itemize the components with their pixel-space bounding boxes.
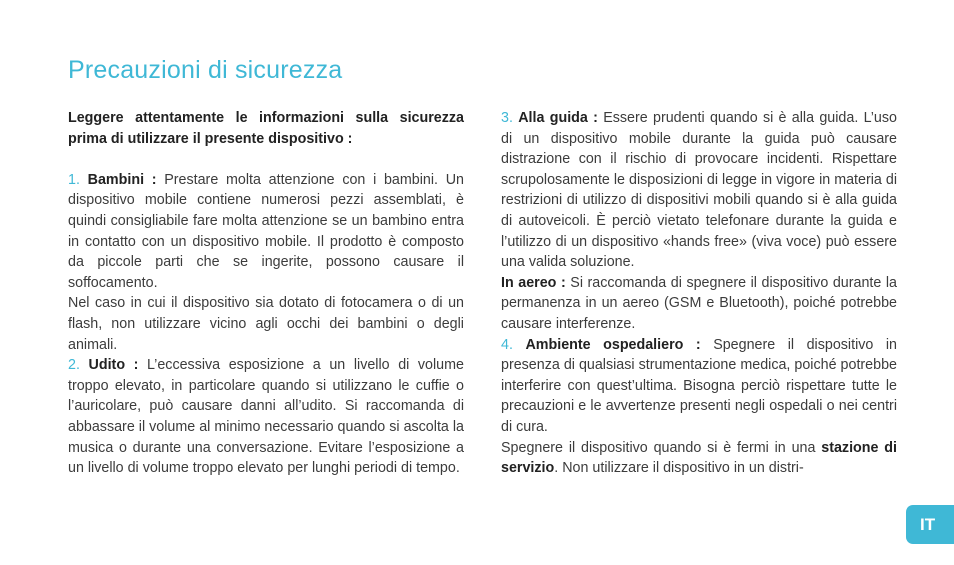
section-text: L’eccessiva esposizione a un livello di volume troppo elevato, in particolare quando si utilizzano le cuffie o l’auricolare, può causare danni all’udito. Si raccomanda di abbassare il volume al minimo necessario quando si ascolta la musica o durante una conversazione. Evitare l’esposizione a un livello di volume troppo elevato per lunghi periodi di tempo. [68, 357, 464, 477]
section-number: 2. [68, 357, 80, 374]
section-number: 3. [501, 110, 513, 126]
section-text: Essere prudenti quando si è alla guida. L’uso di un dispositivo mobile durante la guida può causare distrazione con il rischio di provocare incidenti. Rispettare scrupolosamente le disposizioni di legge in vigore in materia di restrizioni di utilizzo di dispositivi mobili quando si è alla guida di autoveicoli. È perciò vietato telefonare durante la guida e l’utilizzo di un dispositivo «hands free» (viva voce) può essere una valida soluzione. [501, 110, 897, 271]
intro-text: Leggere attentamente le informazioni sulla sicurezza prima di utilizzare il presente dispositivo : [68, 110, 464, 147]
section-heading: Udito : [88, 357, 139, 374]
section-ambiente-ospedaliero [501, 335, 897, 438]
section-text: Prestare molta attenzione con i bambini. Un dispositivo mobile contiene numerosi pezzi assemblati, è quindi consigliabile fare molta attenzione se un bambino entra in contatto con un dispositivo mobile. Il prodotto è composto da piccole parti che se ingerite, possono causare il soffocamento. [68, 171, 464, 291]
section-number: 4. [501, 336, 513, 353]
section-heading: stazione di servizio [501, 439, 897, 477]
section-heading: Bambini : [87, 171, 157, 188]
section-bambini [68, 170, 464, 294]
language-tab: IT [906, 505, 954, 544]
section-text: Si raccomanda di spegnere il dispositivo durante la permanenza in un aereo (GSM e Bluetooth), poiché potrebbe causare interferenze. [501, 274, 898, 332]
section-number: 1. [68, 171, 80, 188]
section-stazione-servizio [501, 438, 897, 479]
section-heading: Alla guida : [518, 110, 598, 126]
left-column [68, 108, 464, 479]
section-text: . Non utilizzare il dispositivo in un distri- [554, 460, 804, 477]
section-alla-guida [501, 108, 897, 273]
spacer [68, 149, 464, 170]
section-text: Spegnere il dispositivo quando si è fermi in una [501, 439, 822, 456]
section-in-aereo [501, 273, 897, 335]
section-text: Spegnere il dispositivo in presenza di qualsiasi strumentazione medica, poiché potrebbe interferire con quest’ultima. Bisogna perciò rispettare tutte le precauzioni e le avvertenze presenti negli ospedali o nei centri di cura. [501, 336, 898, 435]
right-column [501, 108, 897, 479]
section-bambini-cont: Nel caso in cui il dispositivo sia dotato di fotocamera o di un flash, non utilizzare vicino agli occhi dei bambini o degli animali. [68, 295, 464, 353]
page-title: Precauzioni di sicurezza [68, 56, 343, 84]
section-udito [68, 355, 464, 479]
section-heading: Ambiente ospedaliero : [525, 336, 701, 353]
section-heading: In aereo : [501, 274, 566, 291]
